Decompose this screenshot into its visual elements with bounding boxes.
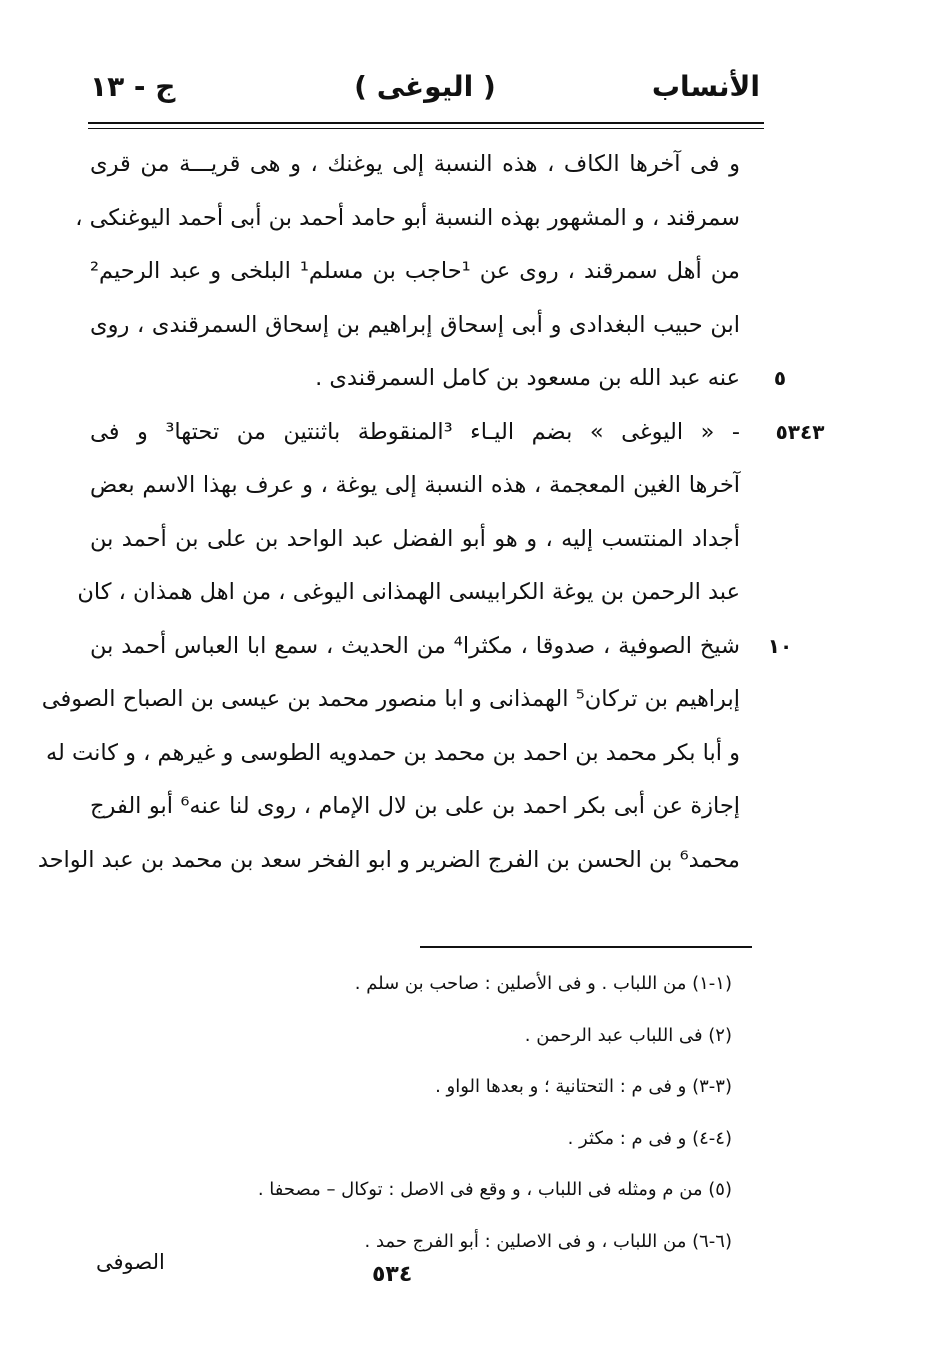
line-number-5: ٥ bbox=[773, 366, 787, 390]
text-line-content: - « اليوغى » بضم اليـاء ³المنقوطة باثنتين من تحتها³ و فى bbox=[90, 418, 741, 445]
text-line: سمرقند ، و المشهور بهذه النسبة أبو حامد أحمد بن أبى أحمد اليوغنكى ، bbox=[75, 204, 740, 231]
footnote: (٥) من م ومثله فى اللباب ، و وقع فى الاصل : توكال – مصحفا . bbox=[257, 1179, 732, 1200]
catchword: الصوفى bbox=[96, 1250, 165, 1274]
main-text bbox=[37, 138, 825, 887]
text-line: ابن حبيب البغدادى و أبى إسحاق إبراهيم بن إسحاق السمرقندى ، روى bbox=[90, 311, 740, 338]
text-line: من أهل سمرقند ، روى عن ¹حاجب بن مسلم¹ البلخى و عبد الرحيم² bbox=[90, 258, 740, 284]
text-line: و فى آخرها الكاف ، هذه النسبة إلى يوغنك ، و هى قريـــة من قرى bbox=[90, 151, 740, 177]
page-number: ٥٣٤ bbox=[372, 1262, 413, 1287]
text-line: إبراهيم بن تركان⁵ الهمذانى و ابا منصور محمد بن عيسى بن الصباح الصوفى bbox=[41, 686, 740, 712]
running-header bbox=[90, 70, 760, 120]
line-number-10: ١٠ bbox=[767, 633, 793, 658]
text-line: محمد⁶ بن الحسن بن الفرج الضرير و ابو الفخر سعد بن محمد بن عبد الواحد bbox=[37, 846, 740, 873]
footnote: (٤-٤) و فى م : مكثر . bbox=[567, 1127, 732, 1149]
header-rule-thin bbox=[88, 128, 764, 129]
footnote: (٣-٣) و فى م : التحتانية ؛ و بعدها الواو . bbox=[435, 1076, 732, 1097]
text-line: عبد الرحمن بن يوغة الكرابيسى الهمذانى اليوغى ، من اهل همذان ، كان bbox=[77, 579, 740, 605]
text-line: و أبا بكر محمد بن احمد بن محمد بن حمدويه الطوسى و غيرهم ، و كانت له bbox=[45, 739, 740, 766]
text-line-content: شيخ الصوفية ، صدوقا ، مكثرا⁴ من الحديث ، سمع ابا العباس أحمد بن bbox=[90, 632, 740, 659]
text-line: آخرها الغين المعجمة ، هذه النسبة إلى يوغة ، و عرف بهذا الاسم بعض bbox=[90, 472, 740, 498]
text-line bbox=[90, 620, 793, 674]
footnotes bbox=[140, 958, 732, 1267]
entry-first-line bbox=[90, 406, 825, 460]
volume-number: ج - ١٣ bbox=[90, 70, 176, 103]
footnote: (١-١) من اللباب . و فى الأصلين : صاحب بن سلم . bbox=[354, 973, 732, 994]
header-rule-thick bbox=[88, 122, 764, 124]
footnote: (٢) فى اللباب عبد الرحمن . bbox=[524, 1024, 732, 1046]
book-title: الأنساب bbox=[651, 70, 760, 103]
text-line: إجازة عن أبى بكر احمد بن على بن لال الإمام ، روى لنا عنه⁶ أبو الفرج bbox=[90, 793, 740, 819]
footnote-separator bbox=[420, 946, 752, 948]
text-line-content: عنه عبد الله بن مسعود بن كامل السمرقندى . bbox=[315, 365, 740, 391]
text-line: أجداد المنتسب إليه ، و هو أبو الفضل عبد الواحد بن على بن أحمد بن bbox=[90, 525, 740, 552]
entry-heading: ( اليوغى ) bbox=[354, 70, 496, 103]
footnote: (٦-٦) من اللباب ، و فى الاصلين : أبو الفرج حمد . bbox=[364, 1230, 732, 1252]
entry-number: ٥٣٤٣ bbox=[775, 419, 825, 444]
text-line bbox=[90, 352, 787, 406]
